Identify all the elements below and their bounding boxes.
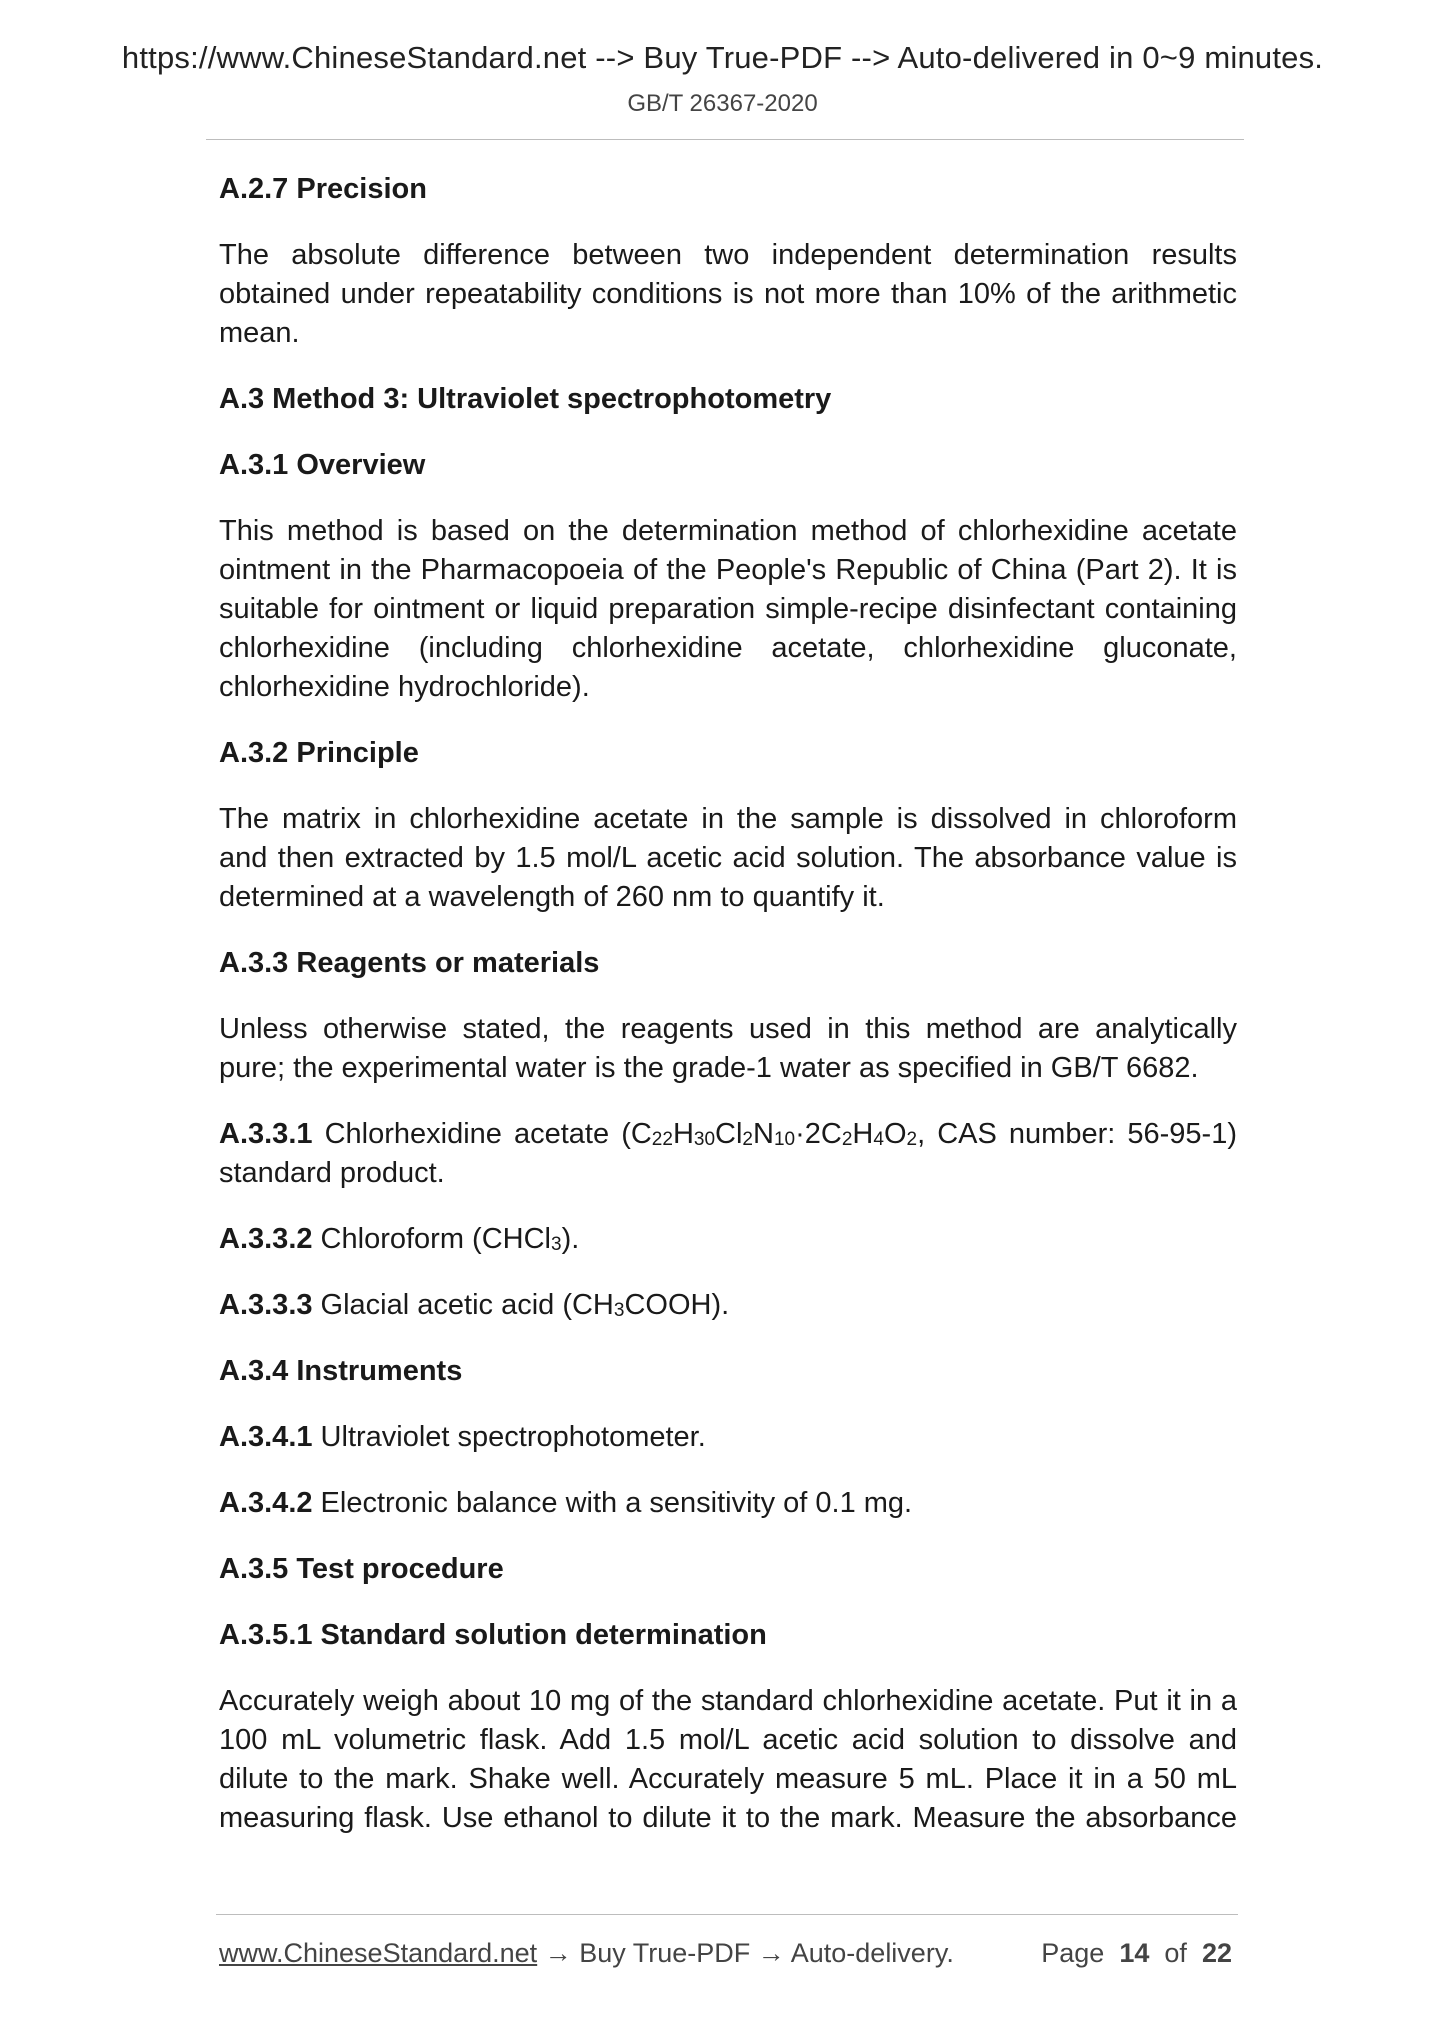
section-heading-a31: A.3.1 Overview — [219, 449, 426, 481]
clause-a331: A.3.3.1 Chlorhexidine acetate ($C_{22}H_{30}Cl_2N_{10}\cdot 2C_2H_4O_2$, CAS number: 56-95-1) standard product. — [219, 1118, 1237, 1189]
section-text-a33: Unless otherwise stated, the reagents used in this method are analytically pure; the experimental water is the grade-1 water as specified in GB/T 6682. — [219, 1013, 1237, 1084]
standard-code: GB/T 26367-2020 — [627, 90, 818, 117]
clause-number: A.3.4.1 — [219, 1421, 313, 1453]
section-text-a27: The absolute difference between two independent determination results obtained under repeatability conditions is not more than 10% of the arithmetic mean. — [219, 239, 1237, 349]
section-text-a351: Accurately weigh about 10 mg of the standard chlorhexidine acetate. Put it in a 100 mL volumetric flask. Add 1.5 mol/L acetic acid solution to dissolve and dilute to the mark. Shake well. Accurately measure 5 mL. Place it in a 50 mL measuring flask. Use ethanol to dilute it to the mark. Measure the absorbance — [219, 1685, 1237, 1834]
section-heading-a351: A.3.5.1 Standard solution determination — [219, 1619, 767, 1651]
footer-tagline: → Buy True-PDF → Auto-delivery. — [537, 1938, 954, 1968]
clause-number: A.3.3.3 — [219, 1289, 313, 1321]
source-banner: https://www.ChineseStandard.net --> Buy True-PDF --> Auto-delivered in 0~9 minutes. — [121, 40, 1324, 75]
section-heading-a32: A.3.2 Principle — [219, 737, 419, 769]
clause-number: A.3.3.2 — [219, 1223, 313, 1255]
section-heading-a27: A.2.7 Precision — [219, 173, 427, 205]
footer-divider — [216, 1914, 1238, 1915]
clause-a341: A.3.4.1 Ultraviolet spectrophotometer. — [219, 1421, 706, 1453]
header-divider — [206, 139, 1244, 140]
total-pages: 22 — [1201, 1938, 1232, 1968]
clause-number: A.3.3.1 — [219, 1118, 313, 1150]
clause-a332: A.3.3.2 Chloroform (CHCl$_3$). — [219, 1223, 580, 1255]
section-text-a32: The matrix in chlorhexidine acetate in the sample is dissolved in chloroform and then extracted by 1.5 mol/L acetic acid solution. The absorbance value is determined at a wavelength of 260 nm to quantify it. — [219, 803, 1237, 913]
section-heading-a3: A.3 Method 3: Ultraviolet spectrophotometry — [219, 383, 832, 415]
section-heading-a34: A.3.4 Instruments — [219, 1355, 463, 1387]
clause-number: A.3.4.2 — [219, 1487, 313, 1519]
document-body — [219, 170, 1237, 1865]
clause-a342: A.3.4.2 Electronic balance with a sensitivity of 0.1 mg. — [219, 1487, 913, 1519]
section-text-a31: This method is based on the determination method of chlorhexidine acetate ointment in the Pharmacopoeia of the People's Republic of China (Part 2). It is suitable for ointment or liquid preparation simple-recipe disinfectant containing chlorhexidine (including chlorhexidine acetate, chlorhexidine gluconate, chlorhexidine hydrochloride). — [219, 515, 1237, 703]
page-indicator: Page 14 of 22 — [1041, 1938, 1232, 1968]
section-heading-a33: A.3.3 Reagents or materials — [219, 947, 600, 979]
current-page: 14 — [1119, 1938, 1150, 1968]
footer-left — [219, 1938, 954, 1969]
website-link[interactable]: www.ChineseStandard.net — [219, 1938, 538, 1968]
section-heading-a35: A.3.5 Test procedure — [219, 1553, 504, 1585]
clause-a333: A.3.3.3 Glacial acetic acid $(CH_3COOH)$. — [219, 1289, 730, 1321]
